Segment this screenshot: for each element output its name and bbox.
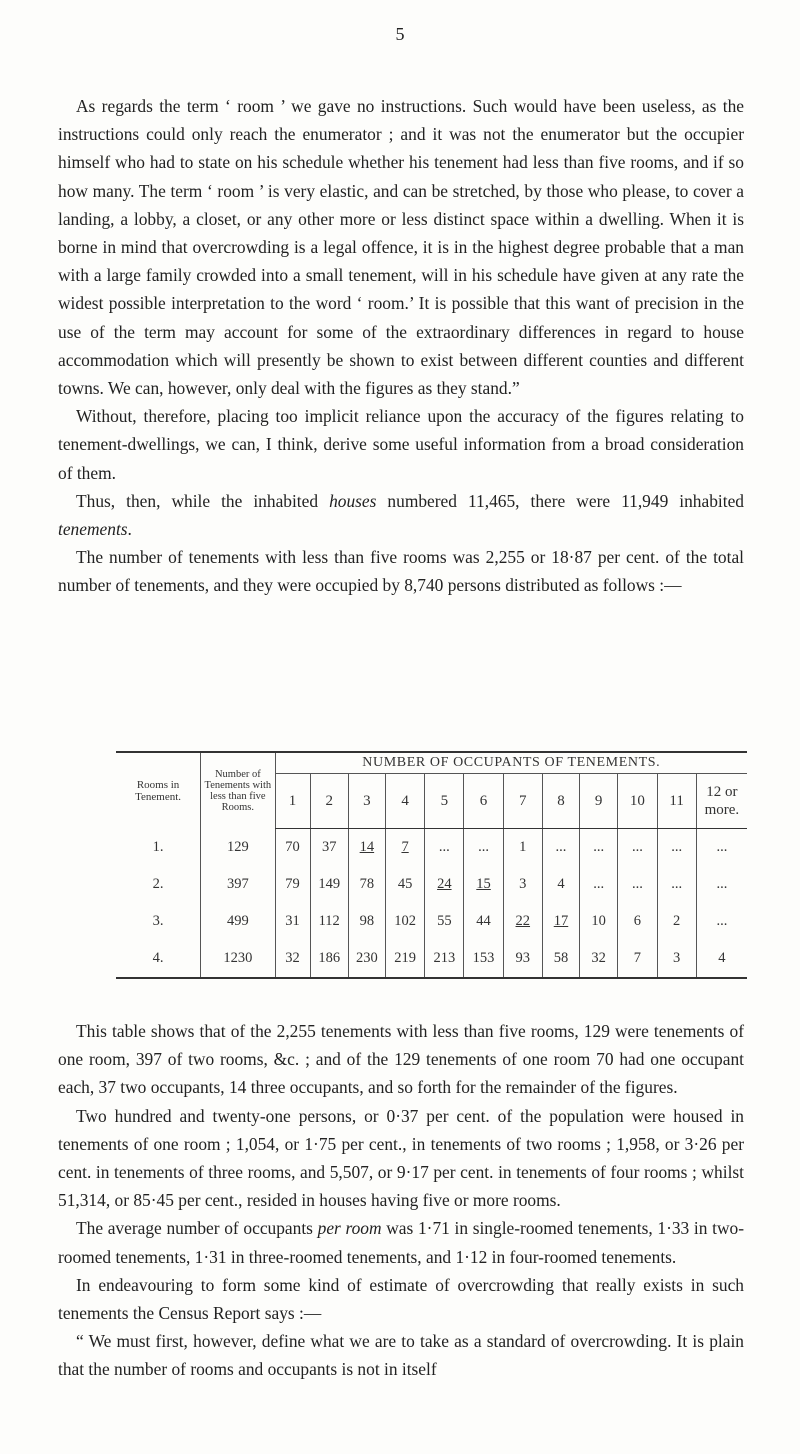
count-cell: 3 — [503, 866, 542, 903]
count-cell: 24 — [425, 866, 464, 903]
tenements-cell: 1230 — [201, 940, 275, 978]
tenements-cell: 129 — [201, 829, 275, 867]
count-cell: 4 — [542, 866, 579, 903]
table-row — [116, 940, 747, 978]
text-block-bottom — [58, 1017, 744, 1384]
count-cell: 219 — [385, 940, 424, 978]
count-cell: 32 — [580, 940, 618, 978]
count-cell: 44 — [464, 903, 503, 940]
tenements-header: Number of Tenements with less than five Rooms. — [201, 752, 275, 829]
rooms-cell: 1. — [152, 838, 164, 855]
paragraph-without-therefore: Without, therefore, placing too implicit reliance upon the accuracy of the figures relating to tenement-dwellings, we can, I think, derive some useful information from a broad consideration of them. — [58, 406, 744, 483]
table-row — [116, 829, 747, 867]
table-row — [116, 903, 747, 940]
count-cell: 22 — [503, 903, 542, 940]
count-cell: ... — [580, 866, 618, 903]
emphasis-houses: houses — [329, 490, 377, 511]
occupants-header: NUMBER OF OCCUPANTS OF TENEMENTS. — [275, 752, 747, 774]
count-cell: 3 — [657, 940, 696, 978]
count-cell: 112 — [310, 903, 348, 940]
occupancy-table — [116, 751, 747, 979]
count-cell: 37 — [310, 829, 348, 867]
paragraph-population-housed: Two hundred and twenty-one persons, or 0·37 per cent. of the population were housed in tenements of one room ; 1,054, or 1·75 per cent., in tenements of two rooms ; 1,958, or 3·26 per cent. in tenements of three rooms, and 5,507, or 9·17 per cent. in tenements of four rooms ; whilst 51,314, or 85·45 per cent., resided in houses having five or more rooms. — [58, 1105, 744, 1211]
count-cell: 4 — [696, 940, 747, 978]
count-cell: ... — [696, 829, 747, 867]
page-number: 5 — [395, 24, 405, 44]
count-cell: 45 — [385, 866, 424, 903]
paragraph-room-term: As regards the term ‘ room ’ we gave no instructions. Such would have been useless, as the instructions could only reach the enumerator ; and it was not the enumerator but the occupier himself who had to state on his schedule whether his tenement had less than five rooms, and if so how many. The term ‘ room ’ is very elastic, and can be stretched, by those who please, to cover a landing, a lobby, a closet, or any other more or less distinct space within a dwelling. When it is borne in mind that overcrowding is a legal offence, it is in the highest degree probable that a man with a large family crowded into a small tenement, will in his schedule have given at any rate the widest possible interpretation to the word ‘ room.’ It is possible that this want of precision in the use of the term may account for some of the extraordinary differences in regard to house accommodation which will presently be shown to exist between different counties and different towns. We can, however, only deal with the figures as they stand.” — [58, 96, 744, 399]
paragraph-table-intro: The number of tenements with less than five rooms was 2,255 or 18·87 per cent. of the total number of tenements, and they were occupied by 8,740 persons distributed as follows :— — [58, 547, 744, 596]
count-cell: 1 — [503, 829, 542, 867]
count-cell: ... — [657, 866, 696, 903]
occupant-column-header: 9 — [580, 774, 618, 829]
count-cell: 186 — [310, 940, 348, 978]
count-cell: ... — [657, 829, 696, 867]
occupant-column-header: 11 — [657, 774, 696, 829]
count-cell: 58 — [542, 940, 579, 978]
paragraph-table-summary: This table shows that of the 2,255 tenements with less than five rooms, 129 were tenements of one room, 397 of two rooms, &c. ; and of the 129 tenements of one room 70 had one occupant each, 37 two occupants, 14 three occupants, and so forth for the remainder of the figures. — [58, 1021, 744, 1098]
occupant-column-header: 7 — [503, 774, 542, 829]
occupant-column-header: 2 — [310, 774, 348, 829]
text-block-top — [58, 92, 744, 600]
count-cell: ... — [696, 866, 747, 903]
count-cell: 2 — [657, 903, 696, 940]
rooms-header: Rooms in Tenement. — [116, 752, 201, 829]
count-cell: 98 — [348, 903, 385, 940]
count-cell: ... — [464, 829, 503, 867]
occupant-column-header: 1 — [275, 774, 310, 829]
count-cell: ... — [580, 829, 618, 867]
paragraph-thus-then: Thus, then, while the inhabited houses numbered 11,465, there were 11,949 inhabited tenements. — [58, 490, 744, 540]
rooms-cell: 3. — [152, 913, 164, 929]
paragraph-overcrowding-estimate: In endeavouring to form some kind of estimate of overcrowding that really exists in such tenements the Census Report says :— — [58, 1274, 744, 1324]
tenements-cell: 397 — [201, 866, 275, 903]
count-cell: 55 — [425, 903, 464, 940]
occupant-column-header: 5 — [425, 774, 464, 829]
table-row — [116, 866, 747, 903]
count-cell: 32 — [275, 940, 310, 978]
count-cell: ... — [618, 866, 657, 903]
count-cell: 149 — [310, 866, 348, 903]
occupant-column-header: 8 — [542, 774, 579, 829]
emphasis-per-room: per room — [317, 1218, 382, 1239]
count-cell: ... — [696, 903, 747, 940]
occupant-column-header: 10 — [618, 774, 657, 829]
count-cell: 6 — [618, 903, 657, 940]
count-cell: 102 — [385, 903, 424, 940]
count-cell: 153 — [464, 940, 503, 978]
count-cell: ... — [618, 829, 657, 867]
count-cell: 15 — [464, 866, 503, 903]
count-cell: 78 — [348, 866, 385, 903]
emphasis-tenements: tenements — [58, 519, 128, 540]
count-cell: ... — [542, 829, 579, 867]
count-cell: 93 — [503, 940, 542, 978]
count-cell: 70 — [275, 829, 310, 867]
tenements-cell: 499 — [201, 903, 275, 940]
occupant-column-header: 4 — [385, 774, 424, 829]
occupant-column-header: 3 — [348, 774, 385, 829]
count-cell: 79 — [275, 866, 310, 903]
count-cell: 7 — [385, 829, 424, 867]
count-cell: ... — [425, 829, 464, 867]
count-cell: 31 — [275, 903, 310, 940]
paragraph-average-occupants: The average number of occupants per room was 1·71 in single-roomed tenements, 1·33 in two-roomed tenements, 1·31 in three-roomed tenements, and 1·12 in four-roomed tenements. — [58, 1218, 744, 1267]
count-cell: 213 — [425, 940, 464, 978]
occupant-column-header: 12 or more. — [696, 774, 747, 829]
count-cell: 7 — [618, 940, 657, 978]
count-cell: 10 — [580, 903, 618, 940]
occupant-column-header: 6 — [464, 774, 503, 829]
rooms-cell: 2. — [152, 876, 164, 892]
rooms-cell: 4. — [116, 940, 201, 978]
paragraph-census-quote: “ We must first, however, define what we are to take as a standard of overcrowding. It is plain that the number of rooms and occupants is not in itself — [58, 1331, 744, 1380]
count-cell: 230 — [348, 940, 385, 978]
count-cell: 17 — [542, 903, 579, 940]
count-cell: 14 — [348, 829, 385, 867]
